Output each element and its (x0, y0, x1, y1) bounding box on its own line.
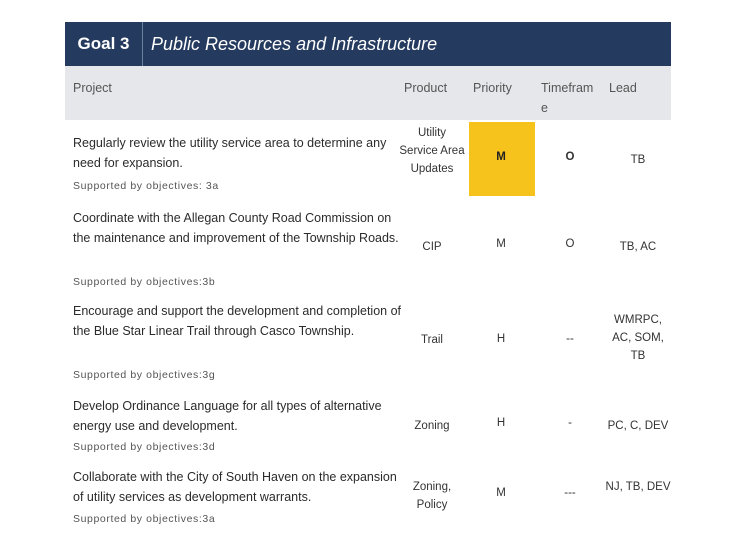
lead-cell: WMRPC, AC, SOM, TB (612, 314, 664, 362)
lead-cell: NJ, TB, DEV (605, 481, 671, 493)
priority-cell: H (496, 333, 506, 345)
timeframe-cell: -- (566, 333, 574, 345)
product-cell: Zoning, Policy (412, 481, 452, 511)
supported-by: Supported by objectives:3a (73, 513, 216, 525)
priority-cell: M (496, 151, 506, 163)
column-header-product: Product (404, 81, 448, 95)
column-header-priority: Priority (473, 81, 512, 95)
priority-cell: H (496, 417, 506, 429)
priority-cell: M (496, 238, 506, 250)
lead-cell: PC, C, DEV (607, 420, 669, 432)
table-row (65, 395, 671, 455)
table-row (65, 466, 671, 528)
goal-title: Public Resources and Infrastructure (151, 33, 438, 54)
timeframe-cell: O (565, 151, 575, 163)
column-header-project: Project (73, 81, 112, 95)
table-row (65, 205, 671, 291)
project-text: Develop Ordinance Language for all types of alternative energy use and development. (73, 399, 382, 433)
project-text: Coordinate with the Allegan County Road Commission on the maintenance and improvement of the Township Roads. (73, 211, 399, 245)
column-header-timeframe: Timeframe (541, 81, 594, 115)
lead-cell: TB (630, 154, 646, 166)
column-header-row (65, 66, 671, 120)
product-cell: Trail (421, 334, 443, 346)
timeframe-cell: O (565, 238, 575, 250)
project-text: Encourage and support the development and completion of the Blue Star Linear Trail through Casco Township. (73, 304, 402, 338)
project-text: Regularly review the utility service area to determine any need for expansion. (73, 136, 387, 170)
timeframe-cell: - (568, 417, 572, 429)
product-cell: CIP (422, 241, 442, 253)
timeframe-cell: --- (564, 487, 576, 499)
product-cell: Utility Service Area Updates (399, 127, 465, 175)
goal-header (65, 22, 671, 66)
supported-by: Supported by objectives:3g (73, 369, 216, 381)
supported-by: Supported by objectives: 3a (73, 180, 219, 192)
goal-label: Goal 3 (65, 22, 143, 66)
lead-cell: TB, AC (619, 241, 657, 253)
table-row (65, 300, 671, 386)
project-text: Collaborate with the City of South Haven on the expansion of utility services as development warrants. (73, 470, 397, 504)
table-row (65, 122, 671, 198)
priority-cell: M (496, 487, 506, 499)
column-header-lead: Lead (609, 81, 637, 95)
supported-by: Supported by objectives:3d (73, 441, 216, 453)
supported-by: Supported by objectives:3b (73, 276, 216, 288)
product-cell: Zoning (414, 420, 450, 432)
